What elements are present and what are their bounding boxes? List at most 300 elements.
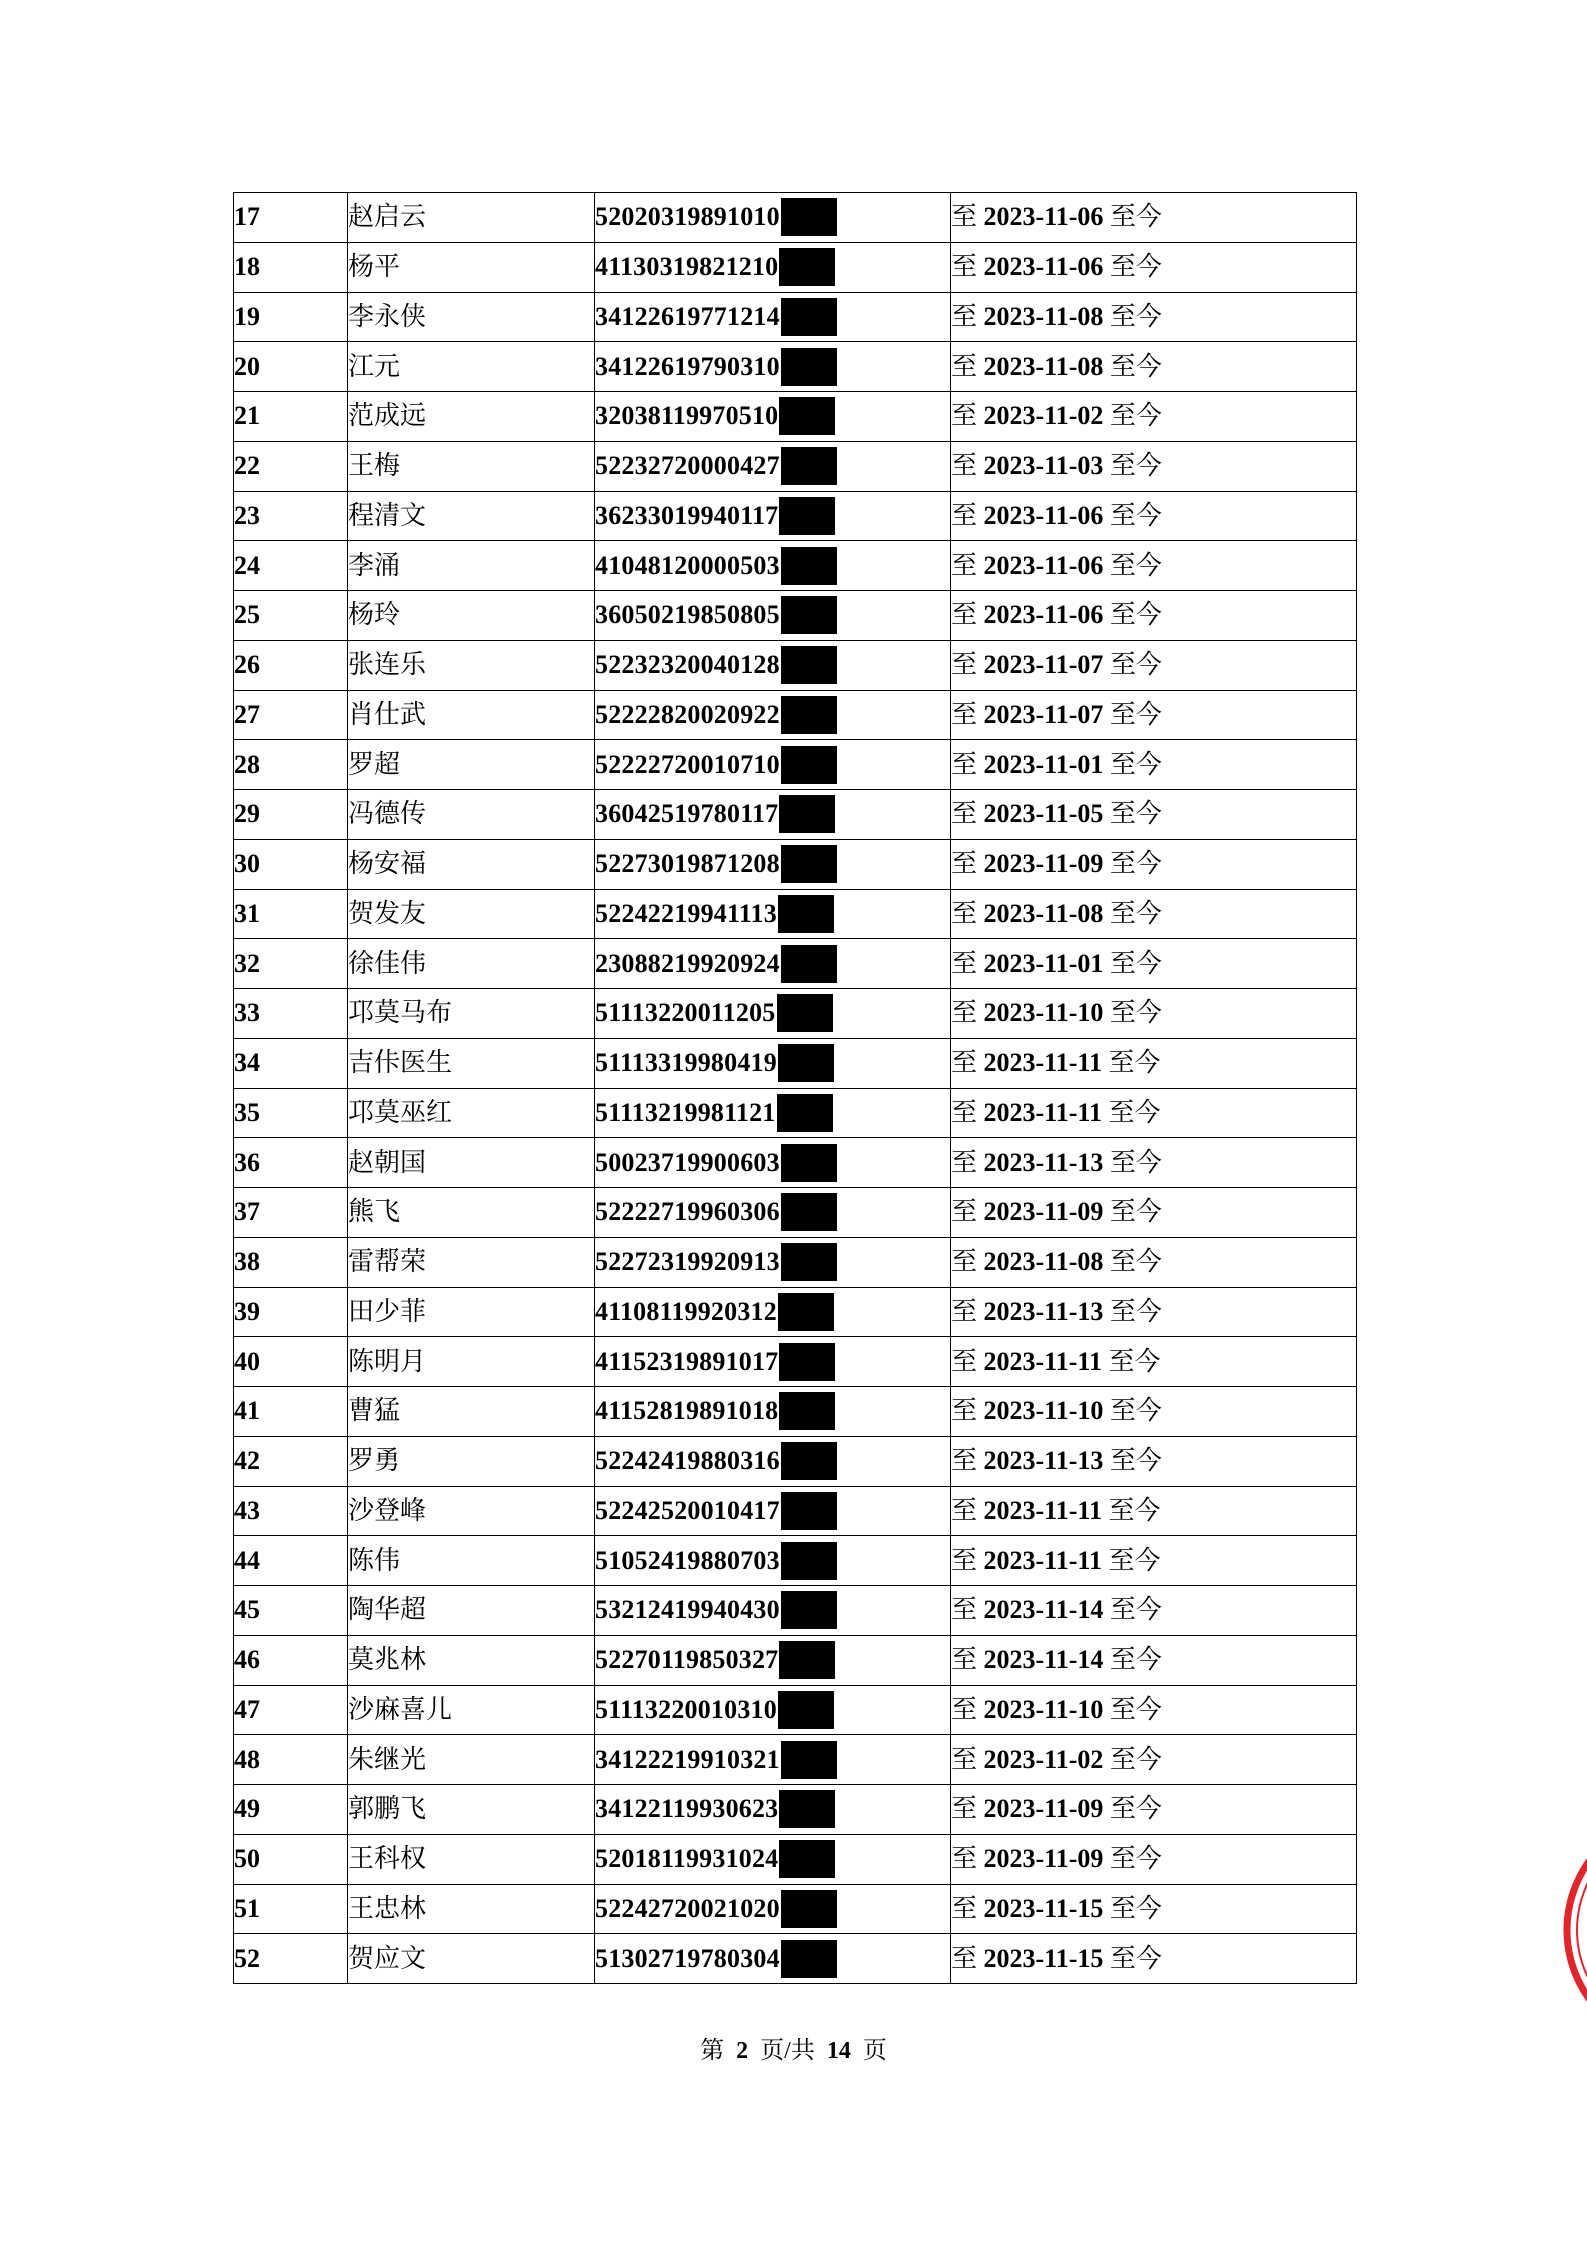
date-suffix: 至今 [1109, 998, 1162, 1028]
row-number: 19 [234, 292, 348, 342]
id-number-visible: 52232320040128 [595, 650, 780, 680]
date-prefix: 至 [951, 550, 978, 580]
date-value: 2023-11-13 [983, 1147, 1104, 1177]
redaction-block [781, 447, 837, 485]
date-prefix: 至 [951, 600, 978, 630]
official-seal [1555, 1800, 1587, 2060]
redaction-block [781, 348, 837, 386]
row-number: 41 [234, 1387, 348, 1437]
id-number-visible: 53212419940430 [595, 1595, 780, 1625]
date-suffix: 至今 [1109, 401, 1162, 431]
row-number: 52 [234, 1934, 348, 1984]
row-number: 18 [234, 242, 348, 292]
redaction-block [781, 1492, 837, 1530]
date-prefix: 至 [951, 1247, 978, 1277]
date-suffix: 至今 [1108, 1495, 1161, 1525]
date-suffix: 至今 [1108, 1097, 1161, 1127]
date-range-cell [951, 1934, 1357, 1984]
date-prefix: 至 [951, 1197, 978, 1227]
person-name: 沙麻喜儿 [348, 1685, 595, 1735]
table-row [234, 1635, 1357, 1685]
person-name: 朱继光 [348, 1735, 595, 1785]
date-prefix: 至 [951, 1943, 978, 1973]
person-name: 王忠林 [348, 1884, 595, 1934]
date-value: 2023-11-10 [983, 998, 1104, 1028]
id-number-cell [595, 939, 951, 989]
table-row [234, 392, 1357, 442]
date-range-cell [951, 740, 1357, 790]
redaction-block [781, 1243, 837, 1281]
date-value: 2023-11-13 [983, 1296, 1104, 1326]
row-number: 40 [234, 1337, 348, 1387]
date-prefix: 至 [951, 451, 978, 481]
row-number: 43 [234, 1486, 348, 1536]
date-prefix: 至 [951, 1147, 978, 1177]
person-name: 张连乐 [348, 640, 595, 690]
id-number-cell [595, 1834, 951, 1884]
date-prefix: 至 [951, 948, 978, 978]
date-suffix: 至今 [1109, 1197, 1162, 1227]
page-total: 14 [826, 2038, 851, 2064]
date-prefix: 至 [951, 1296, 978, 1326]
date-prefix: 至 [951, 1744, 978, 1774]
row-number: 17 [234, 193, 348, 243]
date-value: 2023-11-08 [983, 301, 1104, 331]
redaction-block [779, 248, 835, 286]
date-suffix: 至今 [1109, 1247, 1162, 1277]
date-prefix: 至 [951, 202, 978, 232]
id-number-visible: 52270119850327 [595, 1645, 779, 1675]
id-number-visible: 50023719900603 [595, 1147, 780, 1177]
id-number-visible: 52222720010710 [595, 749, 780, 779]
date-range-cell [951, 541, 1357, 591]
date-range-cell [951, 690, 1357, 740]
id-number-visible: 36233019940117 [595, 500, 779, 530]
id-number-visible: 51113319980419 [595, 1048, 777, 1078]
date-suffix: 至今 [1109, 1147, 1162, 1177]
redaction-block [777, 994, 833, 1032]
id-number-visible: 52273019871208 [595, 849, 780, 879]
date-prefix: 至 [951, 1595, 978, 1625]
date-value: 2023-11-05 [983, 799, 1104, 829]
date-value: 2023-11-09 [983, 1844, 1104, 1874]
person-name: 曹猛 [348, 1387, 595, 1437]
id-number-cell [595, 1735, 951, 1785]
date-value: 2023-11-06 [983, 600, 1104, 630]
date-range-cell [951, 1884, 1357, 1934]
person-name: 贺应文 [348, 1934, 595, 1984]
redaction-block [778, 1293, 834, 1331]
date-prefix: 至 [951, 1794, 978, 1824]
id-number-cell [595, 342, 951, 392]
table-row [234, 1486, 1357, 1536]
person-name: 范成远 [348, 392, 595, 442]
date-prefix: 至 [951, 1694, 978, 1724]
page-current: 2 [736, 2038, 749, 2064]
date-range-cell [951, 1785, 1357, 1835]
redaction-block [779, 497, 835, 535]
redaction-block [779, 1392, 835, 1430]
date-suffix: 至今 [1109, 1446, 1162, 1476]
redaction-block [781, 696, 837, 734]
redaction-block [779, 1790, 835, 1828]
id-number-visible: 52232720000427 [595, 451, 780, 481]
date-range-cell [951, 1436, 1357, 1486]
person-name: 王梅 [348, 441, 595, 491]
row-number: 29 [234, 790, 348, 840]
row-number: 51 [234, 1884, 348, 1934]
person-name: 邛莫马布 [348, 989, 595, 1039]
date-suffix: 至今 [1109, 202, 1162, 232]
person-name: 李涌 [348, 541, 595, 591]
id-number-visible: 51052419880703 [595, 1545, 780, 1575]
table-row [234, 989, 1357, 1039]
id-number-cell [595, 989, 951, 1039]
date-range-cell [951, 491, 1357, 541]
date-prefix: 至 [951, 351, 978, 381]
date-value: 2023-11-06 [983, 252, 1104, 282]
date-suffix: 至今 [1109, 1943, 1162, 1973]
id-number-cell [595, 441, 951, 491]
date-prefix: 至 [951, 749, 978, 779]
date-prefix: 至 [951, 898, 978, 928]
date-suffix: 至今 [1109, 1645, 1162, 1675]
date-range-cell [951, 989, 1357, 1039]
table-row [234, 1586, 1357, 1636]
date-prefix: 至 [951, 799, 978, 829]
table-row [234, 491, 1357, 541]
id-number-visible: 52020319891010 [595, 202, 780, 232]
row-number: 50 [234, 1834, 348, 1884]
person-name: 陶华超 [348, 1586, 595, 1636]
date-prefix: 至 [951, 1048, 978, 1078]
person-name: 罗勇 [348, 1436, 595, 1486]
redaction-block [781, 547, 837, 585]
date-prefix: 至 [951, 1396, 978, 1426]
redaction-block [779, 1641, 835, 1679]
date-range-cell [951, 1138, 1357, 1188]
date-value: 2023-11-01 [983, 948, 1104, 978]
redaction-block [781, 596, 837, 634]
person-name: 李永侠 [348, 292, 595, 342]
date-value: 2023-11-07 [983, 699, 1104, 729]
table-row [234, 441, 1357, 491]
person-name: 罗超 [348, 740, 595, 790]
id-number-cell [595, 1586, 951, 1636]
id-number-visible: 34122219910321 [595, 1744, 780, 1774]
redaction-block [781, 945, 837, 983]
table-row [234, 1237, 1357, 1287]
date-value: 2023-11-02 [983, 401, 1104, 431]
row-number: 28 [234, 740, 348, 790]
id-number-cell [595, 392, 951, 442]
seal-inner-ring [1577, 1822, 1587, 2038]
row-number: 42 [234, 1436, 348, 1486]
date-suffix: 至今 [1109, 1694, 1162, 1724]
table-row [234, 1785, 1357, 1835]
row-number: 25 [234, 591, 348, 641]
date-suffix: 至今 [1109, 1844, 1162, 1874]
id-number-cell [595, 1685, 951, 1735]
table-row [234, 1337, 1357, 1387]
row-number: 38 [234, 1237, 348, 1287]
redaction-block [781, 646, 837, 684]
id-number-visible: 51113220010310 [595, 1694, 777, 1724]
date-prefix: 至 [951, 998, 978, 1028]
redaction-block [779, 795, 835, 833]
id-number-cell [595, 1188, 951, 1238]
redaction-block [781, 845, 837, 883]
date-value: 2023-11-09 [983, 1794, 1104, 1824]
row-number: 36 [234, 1138, 348, 1188]
redaction-block [781, 1144, 837, 1182]
date-value: 2023-11-06 [983, 500, 1104, 530]
date-prefix: 至 [951, 1893, 978, 1923]
row-number: 27 [234, 690, 348, 740]
page-footer [0, 2030, 1587, 2065]
person-name: 邛莫巫红 [348, 1088, 595, 1138]
id-number-cell [595, 193, 951, 243]
row-number: 44 [234, 1536, 348, 1586]
redaction-block [781, 1890, 837, 1928]
date-range-cell [951, 342, 1357, 392]
date-range-cell [951, 790, 1357, 840]
date-value: 2023-11-11 [983, 1495, 1102, 1525]
id-number-cell [595, 1337, 951, 1387]
table-body [234, 193, 1357, 1984]
date-range-cell [951, 1237, 1357, 1287]
table-row [234, 591, 1357, 641]
row-number: 20 [234, 342, 348, 392]
date-suffix: 至今 [1109, 1396, 1162, 1426]
person-name: 沙登峰 [348, 1486, 595, 1536]
id-number-cell [595, 1387, 951, 1437]
date-prefix: 至 [951, 1645, 978, 1675]
date-suffix: 至今 [1109, 1744, 1162, 1774]
id-number-cell [595, 690, 951, 740]
id-number-visible: 51113219981121 [595, 1097, 776, 1127]
date-range-cell [951, 292, 1357, 342]
table-row [234, 690, 1357, 740]
date-suffix: 至今 [1109, 699, 1162, 729]
date-value: 2023-11-09 [983, 849, 1104, 879]
id-number-cell [595, 1884, 951, 1934]
id-number-visible: 52018119931024 [595, 1844, 779, 1874]
row-number: 39 [234, 1287, 348, 1337]
date-prefix: 至 [951, 1495, 978, 1525]
id-number-cell [595, 491, 951, 541]
table-row [234, 1188, 1357, 1238]
id-number-cell [595, 1785, 951, 1835]
date-prefix: 至 [951, 1346, 978, 1376]
table-row [234, 1536, 1357, 1586]
id-number-visible: 52242520010417 [595, 1495, 780, 1525]
id-number-visible: 32038119970510 [595, 401, 779, 431]
id-number-visible: 51302719780304 [595, 1943, 780, 1973]
date-range-cell [951, 1685, 1357, 1735]
date-suffix: 至今 [1108, 1048, 1161, 1078]
table-row [234, 1287, 1357, 1337]
date-prefix: 至 [951, 849, 978, 879]
date-prefix: 至 [951, 301, 978, 331]
id-number-cell [595, 292, 951, 342]
date-suffix: 至今 [1109, 1296, 1162, 1326]
page-label-pre: 第 [700, 2038, 725, 2064]
row-number: 33 [234, 989, 348, 1039]
table-row [234, 1088, 1357, 1138]
id-number-cell [595, 839, 951, 889]
date-value: 2023-11-08 [983, 898, 1104, 928]
table-row [234, 1934, 1357, 1984]
date-value: 2023-11-03 [983, 451, 1104, 481]
date-prefix: 至 [951, 1844, 978, 1874]
row-number: 31 [234, 889, 348, 939]
table-row [234, 740, 1357, 790]
person-name: 熊飞 [348, 1188, 595, 1238]
date-range-cell [951, 1088, 1357, 1138]
date-suffix: 至今 [1108, 1346, 1161, 1376]
redaction-block [778, 1044, 834, 1082]
id-number-visible: 41152819891018 [595, 1396, 779, 1426]
table-row [234, 1436, 1357, 1486]
date-range-cell [951, 242, 1357, 292]
redaction-block [777, 1094, 833, 1132]
date-value: 2023-11-07 [983, 650, 1104, 680]
id-number-cell [595, 1635, 951, 1685]
id-number-visible: 41108119920312 [595, 1296, 777, 1326]
row-number: 48 [234, 1735, 348, 1785]
table-row [234, 1884, 1357, 1934]
row-number: 34 [234, 1038, 348, 1088]
id-number-cell [595, 889, 951, 939]
id-number-cell [595, 1287, 951, 1337]
date-range-cell [951, 1337, 1357, 1387]
id-number-cell [595, 242, 951, 292]
date-value: 2023-11-14 [983, 1595, 1104, 1625]
redaction-block [778, 1691, 834, 1729]
date-value: 2023-11-11 [983, 1346, 1102, 1376]
person-name: 赵启云 [348, 193, 595, 243]
date-range-cell [951, 889, 1357, 939]
id-number-visible: 23088219920924 [595, 948, 780, 978]
id-number-cell [595, 1038, 951, 1088]
row-number: 32 [234, 939, 348, 989]
person-name: 王科权 [348, 1834, 595, 1884]
id-number-visible: 34122619790310 [595, 351, 780, 381]
redaction-block [779, 1840, 835, 1878]
id-number-visible: 52222820020922 [595, 699, 780, 729]
redaction-block [781, 746, 837, 784]
table-row [234, 790, 1357, 840]
date-range-cell [951, 1635, 1357, 1685]
date-prefix: 至 [951, 699, 978, 729]
table-row [234, 1834, 1357, 1884]
redaction-block [781, 1940, 837, 1978]
date-suffix: 至今 [1108, 1545, 1161, 1575]
redaction-block [781, 1442, 837, 1480]
date-range-cell [951, 1387, 1357, 1437]
table-row [234, 1387, 1357, 1437]
row-number: 45 [234, 1586, 348, 1636]
row-number: 24 [234, 541, 348, 591]
date-value: 2023-11-10 [983, 1396, 1104, 1426]
id-number-cell [595, 1237, 951, 1287]
id-number-cell [595, 790, 951, 840]
id-number-visible: 41152319891017 [595, 1346, 779, 1376]
table-row [234, 1138, 1357, 1188]
id-number-cell [595, 1536, 951, 1586]
date-value: 2023-11-08 [983, 1247, 1104, 1277]
redaction-block [781, 198, 837, 236]
date-value: 2023-11-11 [983, 1097, 1102, 1127]
id-number-cell [595, 1486, 951, 1536]
date-value: 2023-11-14 [983, 1645, 1104, 1675]
id-number-visible: 36042519780117 [595, 799, 779, 829]
row-number: 22 [234, 441, 348, 491]
date-value: 2023-11-15 [983, 1943, 1104, 1973]
id-number-visible: 52222719960306 [595, 1197, 780, 1227]
id-number-visible: 52242219941113 [595, 898, 777, 928]
person-name: 莫兆林 [348, 1635, 595, 1685]
redaction-block [781, 298, 837, 336]
date-suffix: 至今 [1109, 550, 1162, 580]
person-name: 郭鹏飞 [348, 1785, 595, 1835]
table-row [234, 242, 1357, 292]
date-value: 2023-11-08 [983, 351, 1104, 381]
redaction-block [779, 397, 835, 435]
person-name: 杨平 [348, 242, 595, 292]
date-suffix: 至今 [1109, 749, 1162, 779]
date-range-cell [951, 1287, 1357, 1337]
person-name: 肖仕武 [348, 690, 595, 740]
id-number-cell [595, 1138, 951, 1188]
table-row [234, 939, 1357, 989]
person-name: 徐佳伟 [348, 939, 595, 989]
date-value: 2023-11-02 [983, 1744, 1104, 1774]
table-row [234, 1038, 1357, 1088]
date-prefix: 至 [951, 252, 978, 282]
date-range-cell [951, 193, 1357, 243]
row-number: 35 [234, 1088, 348, 1138]
date-prefix: 至 [951, 1545, 978, 1575]
page-label-post: 页 [862, 2038, 887, 2064]
date-value: 2023-11-06 [983, 550, 1104, 580]
date-suffix: 至今 [1109, 500, 1162, 530]
date-prefix: 至 [951, 401, 978, 431]
redaction-block [781, 1591, 837, 1629]
id-number-visible: 41048120000503 [595, 550, 780, 580]
date-suffix: 至今 [1109, 849, 1162, 879]
table-row [234, 839, 1357, 889]
date-range-cell [951, 1834, 1357, 1884]
person-name: 杨玲 [348, 591, 595, 641]
person-name: 江元 [348, 342, 595, 392]
date-prefix: 至 [951, 1446, 978, 1476]
date-range-cell [951, 1586, 1357, 1636]
date-value: 2023-11-06 [983, 202, 1104, 232]
row-number: 30 [234, 839, 348, 889]
date-value: 2023-11-01 [983, 749, 1104, 779]
id-number-visible: 51113220011205 [595, 998, 776, 1028]
page-label-mid: 页/共 [760, 2038, 815, 2064]
redaction-block [781, 1741, 837, 1779]
id-number-visible: 36050219850805 [595, 600, 780, 630]
person-name: 雷帮荣 [348, 1237, 595, 1287]
redaction-block [779, 1343, 835, 1381]
date-suffix: 至今 [1109, 301, 1162, 331]
redaction-block [778, 895, 834, 933]
date-value: 2023-11-10 [983, 1694, 1104, 1724]
